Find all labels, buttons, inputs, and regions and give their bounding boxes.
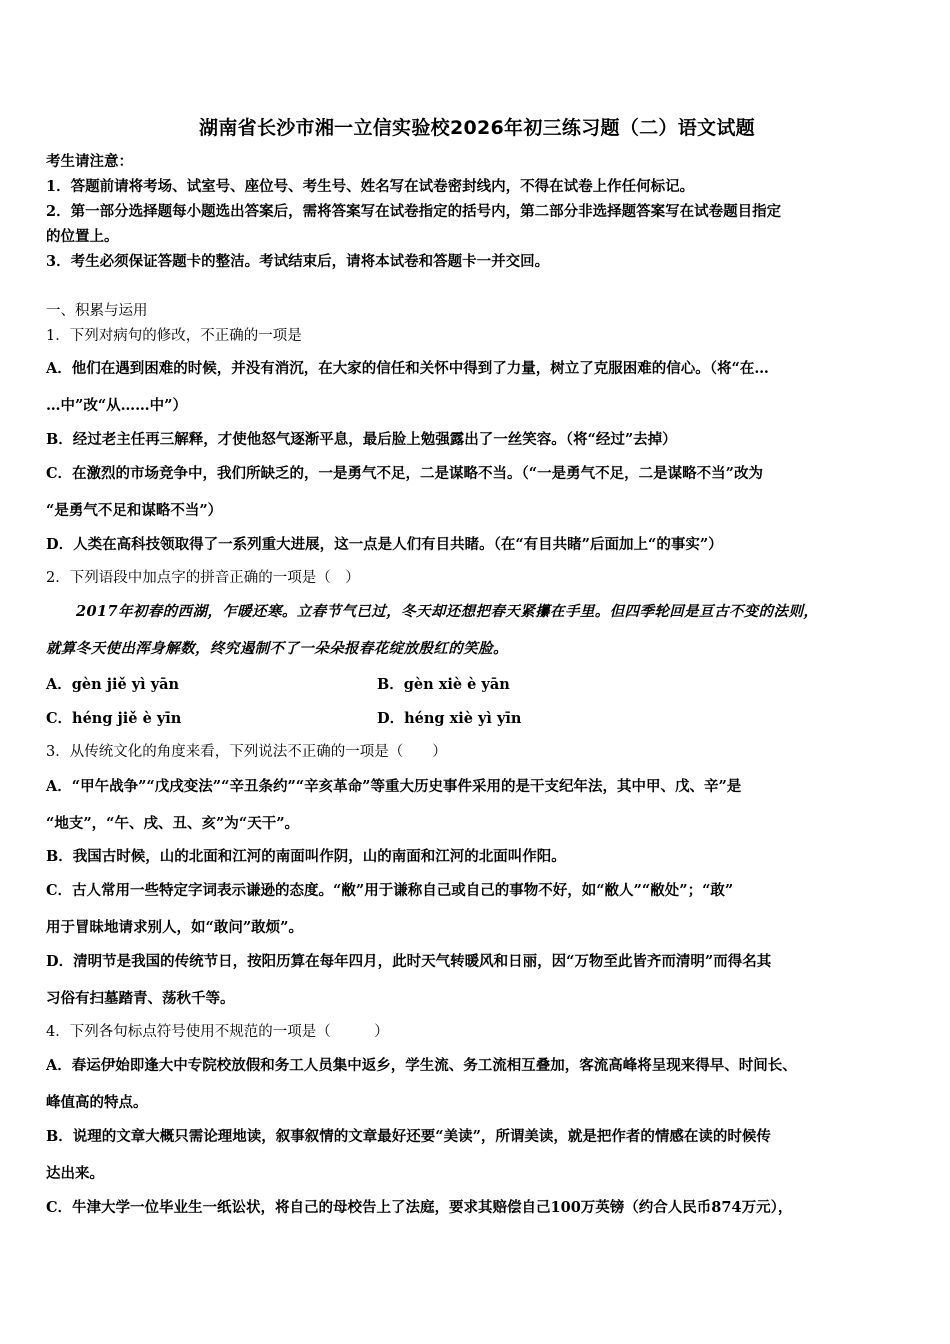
option-d: D．héng xiè yì yīn	[377, 710, 522, 727]
option-a: A．春运伊始即逢大中专院校放假和务工人员集中返乡，学生流、务工流相互叠加，客流高峰将呈现来得早、时间长、	[46, 1057, 797, 1074]
option-a-cont: …中”改“从……中”）	[46, 397, 188, 414]
option-c-cont: “是勇气不足和谋略不当”）	[46, 502, 223, 519]
option-c: C．古人常用一些特定字词表示谦逊的态度。“敝”用于谦称自己或自己的事物不好，如“敝人”“敝处”；“敢”	[46, 882, 734, 899]
option-a-cont: 峰值高的特点。	[46, 1094, 148, 1111]
notice-heading: 考生请注意：	[46, 153, 133, 170]
option-b: B．说理的文章大概只需论理地读，叙事叙情的文章最好还要“美读”，所谓美读，就是把作者的情感在读的时候传	[46, 1128, 771, 1145]
option-a: A．他们在遇到困难的时候，并没有消沉，在大家的信任和关怀中得到了力量，树立了克服困难的信心。（将“在…	[46, 360, 769, 377]
passage-line: 就算冬天使出浑身解数，终究遏制不了一朵朵报春花绽放殷红的笑脸。	[46, 640, 508, 657]
option-b: B．经过老主任再三解释，才使他怒气逐渐平息，最后脸上勉强露出了一丝笑容。（将“经过”去掉）	[46, 431, 677, 448]
question-stem: 4．下列各句标点符号使用不规范的一项是（ ）	[46, 1024, 389, 1040]
option-a: A．gèn jiě yì yān	[46, 676, 180, 693]
passage-line: 2017年初春的西湖，乍暖还寒。立春节气已过，冬天却还想把春天紧攥在手里。但四季轮回是亘古不变的法则，	[76, 603, 819, 620]
option-b-cont: 达出来。	[46, 1165, 104, 1182]
option-d: D．清明节是我国的传统节日，按阳历算在每年四月，此时天气转暖风和日丽，因“万物至此皆齐而清明”而得名其	[46, 953, 772, 970]
notice-item: 的位置上。	[46, 228, 119, 245]
notice-item: 2．第一部分选择题每小题选出答案后，需将答案写在试卷指定的括号内，第二部分非选择题答案写在试卷题目指定	[46, 203, 782, 220]
option-c: C．牛津大学一位毕业生一纸讼状，将自己的母校告上了法庭，要求其赔偿自己100万英镑（约合人民币874万元），	[46, 1199, 793, 1216]
option-a-cont: “地支”，“午、戌、丑、亥”为“天干”。	[46, 815, 300, 832]
option-c: C．héng jiě è yīn	[46, 710, 182, 727]
question-stem: 1．下列对病句的修改，不正确的一项是	[46, 328, 302, 344]
page-title: 湖南省长沙市湘一立信实验校2026年初三练习题（二）语文试题	[199, 117, 755, 139]
option-d-cont: 习俗有扫墓踏青、荡秋千等。	[46, 990, 235, 1007]
notice-item: 1．答题前请将考场、试室号、座位号、考生号、姓名写在试卷密封线内，不得在试卷上作任何标记。	[46, 178, 695, 195]
option-d: D．人类在高科技领取得了一系列重大进展，这一点是人们有目共睹。（在“有目共睹”后面加上“的事实”）	[46, 536, 723, 553]
section-heading: 一、积累与运用	[46, 303, 148, 319]
question-stem: 3．从传统文化的角度来看，下列说法不正确的一项是（ ）	[46, 744, 447, 760]
notice-item: 3．考生必须保证答题卡的整洁。考试结束后，请将本试卷和答题卡一并交回。	[46, 253, 550, 270]
option-a: A．“甲午战争”“戊戌变法”“辛丑条约”“辛亥革命”等重大历史事件采用的是干支纪年法，其中甲、戊、辛”是	[46, 778, 742, 795]
question-stem: 2．下列语段中加点字的拼音正确的一项是（ ）	[46, 570, 360, 586]
option-b: B．我国古时候，山的北面和江河的南面叫作阴，山的南面和江河的北面叫作阳。	[46, 848, 566, 865]
option-c: C．在激烈的市场竞争中，我们所缺乏的，一是勇气不足，二是谋略不当。（“一是勇气不足，二是谋略不当”改为	[46, 465, 763, 482]
option-b: B．gèn xiè è yān	[377, 676, 510, 693]
option-c-cont: 用于冒昧地请求别人，如“敢问”敢烦”。	[46, 919, 304, 936]
